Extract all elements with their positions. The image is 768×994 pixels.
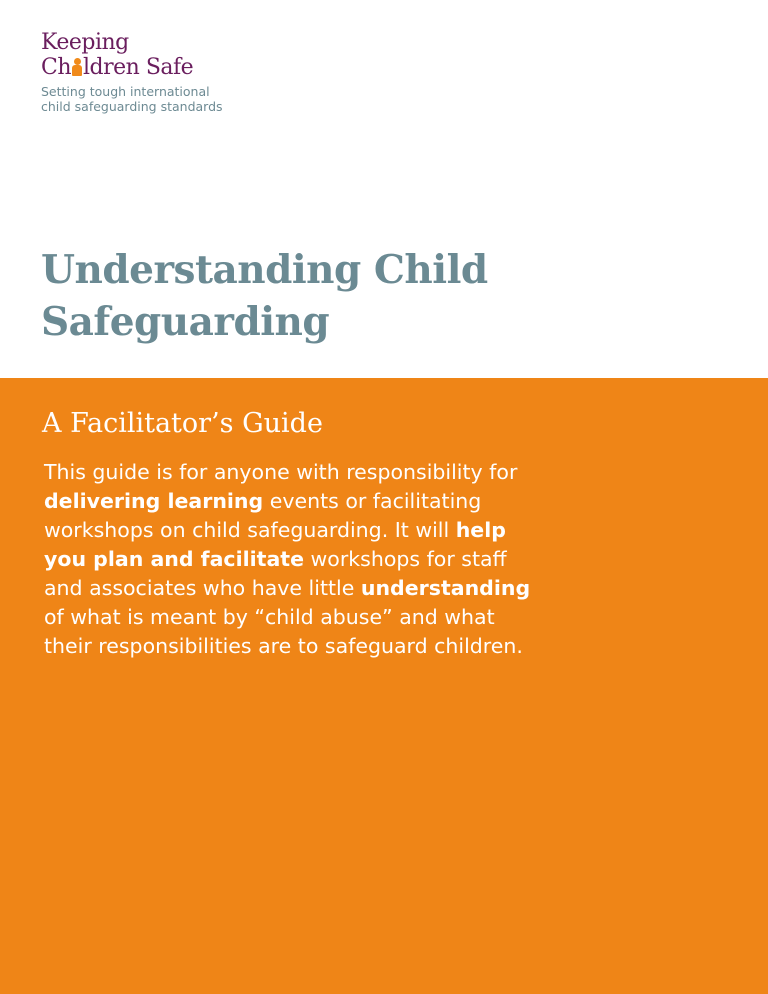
title-line-2: Safeguarding <box>41 299 330 345</box>
logo-tagline-1: Setting tough international <box>41 84 210 99</box>
title-line-1: Understanding Child <box>41 247 488 293</box>
desc-bold: delivering learning <box>44 489 264 513</box>
logo-text-a: Ch <box>41 55 72 80</box>
logo-tagline-2: child safeguarding standards <box>41 99 223 114</box>
page-title <box>41 244 488 348</box>
desc-bold: help you plan and facilitate <box>44 518 506 571</box>
keeping-children-safe-logo <box>41 30 223 114</box>
logo-line-2 <box>41 55 223 80</box>
desc-text: This guide is for anyone with responsibility for <box>44 460 518 484</box>
child-figure-icon <box>71 58 83 76</box>
desc-bold: understanding <box>360 576 531 600</box>
orange-band <box>0 378 768 994</box>
description <box>44 458 544 661</box>
desc-text: events or facilitating workshops on child safeguarding. It will <box>44 489 482 542</box>
desc-text: workshops for staff and associates who have little <box>44 547 507 600</box>
desc-text: of what is meant by “child abuse” and what their responsibilities are to safeguard children. <box>44 605 523 658</box>
subtitle: A Facilitator’s Guide <box>42 408 323 439</box>
logo-line-1: Keeping <box>41 30 129 55</box>
logo-text-b: ldren Safe <box>83 55 194 80</box>
